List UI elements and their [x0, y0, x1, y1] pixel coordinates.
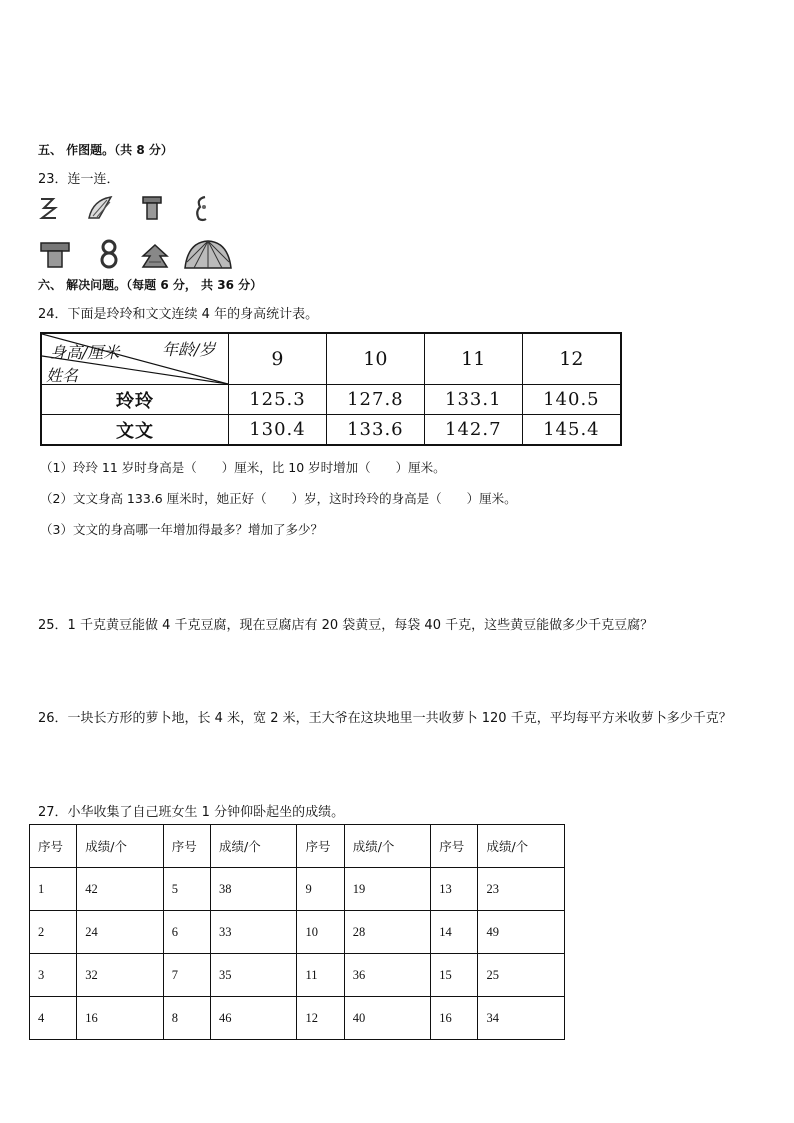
age-header: 9 — [229, 333, 327, 385]
number-cell: 13 — [431, 868, 478, 911]
row-name: 玲玲 — [41, 385, 229, 415]
score-cell: 42 — [77, 868, 163, 911]
age-header: 12 — [522, 333, 621, 385]
score-cell: 28 — [344, 911, 430, 954]
header-number: 序号 — [163, 825, 210, 868]
height-cell: 145.4 — [522, 415, 621, 446]
table-row — [30, 997, 565, 1040]
table-row — [41, 415, 621, 446]
header-score: 成绩/个 — [77, 825, 163, 868]
number-cell: 7 — [163, 954, 210, 997]
number-cell: 3 — [30, 954, 77, 997]
lamp-whole-icon — [38, 240, 72, 270]
score-cell: 32 — [77, 954, 163, 997]
corner-name-label: 姓名 — [46, 366, 79, 385]
question-24-part-2: （2）文文身高 133.6 厘米时，她正好（ ）岁，这时玲玲的身高是（ ）厘米。 — [40, 491, 517, 506]
question-23: 23．连一连． — [38, 172, 120, 187]
number-cell: 1 — [30, 868, 77, 911]
zigzag-shape-icon — [38, 195, 60, 221]
age-header: 10 — [326, 333, 424, 385]
question-24-part-1: （1）玲玲 11 岁时身高是（ ）厘米，比 10 岁时增加（ ）厘米。 — [40, 460, 446, 475]
height-cell: 127.8 — [326, 385, 424, 415]
header-number: 序号 — [431, 825, 478, 868]
table-row — [30, 911, 565, 954]
score-cell: 16 — [77, 997, 163, 1040]
header-score: 成绩/个 — [210, 825, 296, 868]
umbrella-half-icon — [85, 194, 115, 220]
header-score: 成绩/个 — [478, 825, 565, 868]
section-6-title: 六、 解决问题。（每题 6 分， 共 36 分） — [38, 278, 263, 292]
height-cell: 133.1 — [424, 385, 522, 415]
umbrella-whole-icon — [182, 238, 234, 272]
score-cell: 34 — [478, 997, 565, 1040]
number-cell: 9 — [297, 868, 344, 911]
height-cell: 130.4 — [229, 415, 327, 446]
score-cell: 46 — [210, 997, 296, 1040]
question-24: 24．下面是玲玲和文文连续 4 年的身高统计表。 — [38, 307, 319, 322]
table-header-row — [30, 825, 565, 868]
row-name: 文文 — [41, 415, 229, 446]
score-cell: 35 — [210, 954, 296, 997]
number-cell: 10 — [297, 911, 344, 954]
half-eight-icon — [193, 194, 211, 222]
number-cell: 15 — [431, 954, 478, 997]
question-26: 26．一块长方形的萝卜地，长 4 米，宽 2 米，王大爷在这块地里一共收萝卜 120 千克，平均每平方米收萝卜多少千克？ — [38, 711, 732, 726]
number-cell: 2 — [30, 911, 77, 954]
score-cell: 24 — [77, 911, 163, 954]
number-cell: 4 — [30, 997, 77, 1040]
score-cell: 25 — [478, 954, 565, 997]
table-row — [30, 868, 565, 911]
score-cell: 38 — [210, 868, 296, 911]
height-cell: 125.3 — [229, 385, 327, 415]
number-cell: 14 — [431, 911, 478, 954]
score-cell: 40 — [344, 997, 430, 1040]
height-cell: 133.6 — [326, 415, 424, 446]
score-cell: 23 — [478, 868, 565, 911]
table-row — [41, 385, 621, 415]
score-cell: 33 — [210, 911, 296, 954]
height-table — [40, 332, 622, 446]
header-score: 成绩/个 — [344, 825, 430, 868]
number-cell: 5 — [163, 868, 210, 911]
corner-height-label: 身高/厘米 — [50, 343, 120, 362]
eight-icon — [98, 238, 120, 270]
question-24-part-3: （3）文文的身高哪一年增加得最多？增加了多少？ — [40, 522, 323, 537]
number-cell: 12 — [297, 997, 344, 1040]
question-27: 27．小华收集了自己班女生 1 分钟仰卧起坐的成绩。 — [38, 805, 345, 820]
lamp-half-icon — [140, 194, 164, 222]
corner-age-label: 年龄/岁 — [162, 340, 216, 359]
number-cell: 11 — [297, 954, 344, 997]
table-corner-header — [41, 333, 229, 385]
header-number: 序号 — [297, 825, 344, 868]
header-number: 序号 — [30, 825, 77, 868]
table-row — [30, 954, 565, 997]
number-cell: 16 — [431, 997, 478, 1040]
section-5-title: 五、 作图题。（共 8 分） — [38, 143, 173, 157]
score-cell: 36 — [344, 954, 430, 997]
height-cell: 142.7 — [424, 415, 522, 446]
number-cell: 6 — [163, 911, 210, 954]
score-cell: 19 — [344, 868, 430, 911]
question-25: 25．1 千克黄豆能做 4 千克豆腐，现在豆腐店有 20 袋黄豆，每袋 40 千克，这些黄豆能做多少千克豆腐？ — [38, 618, 654, 633]
number-cell: 8 — [163, 997, 210, 1040]
height-cell: 140.5 — [522, 385, 621, 415]
age-header: 11 — [424, 333, 522, 385]
score-table — [29, 824, 565, 1040]
zigzag-tree-icon — [140, 242, 170, 270]
score-cell: 49 — [478, 911, 565, 954]
